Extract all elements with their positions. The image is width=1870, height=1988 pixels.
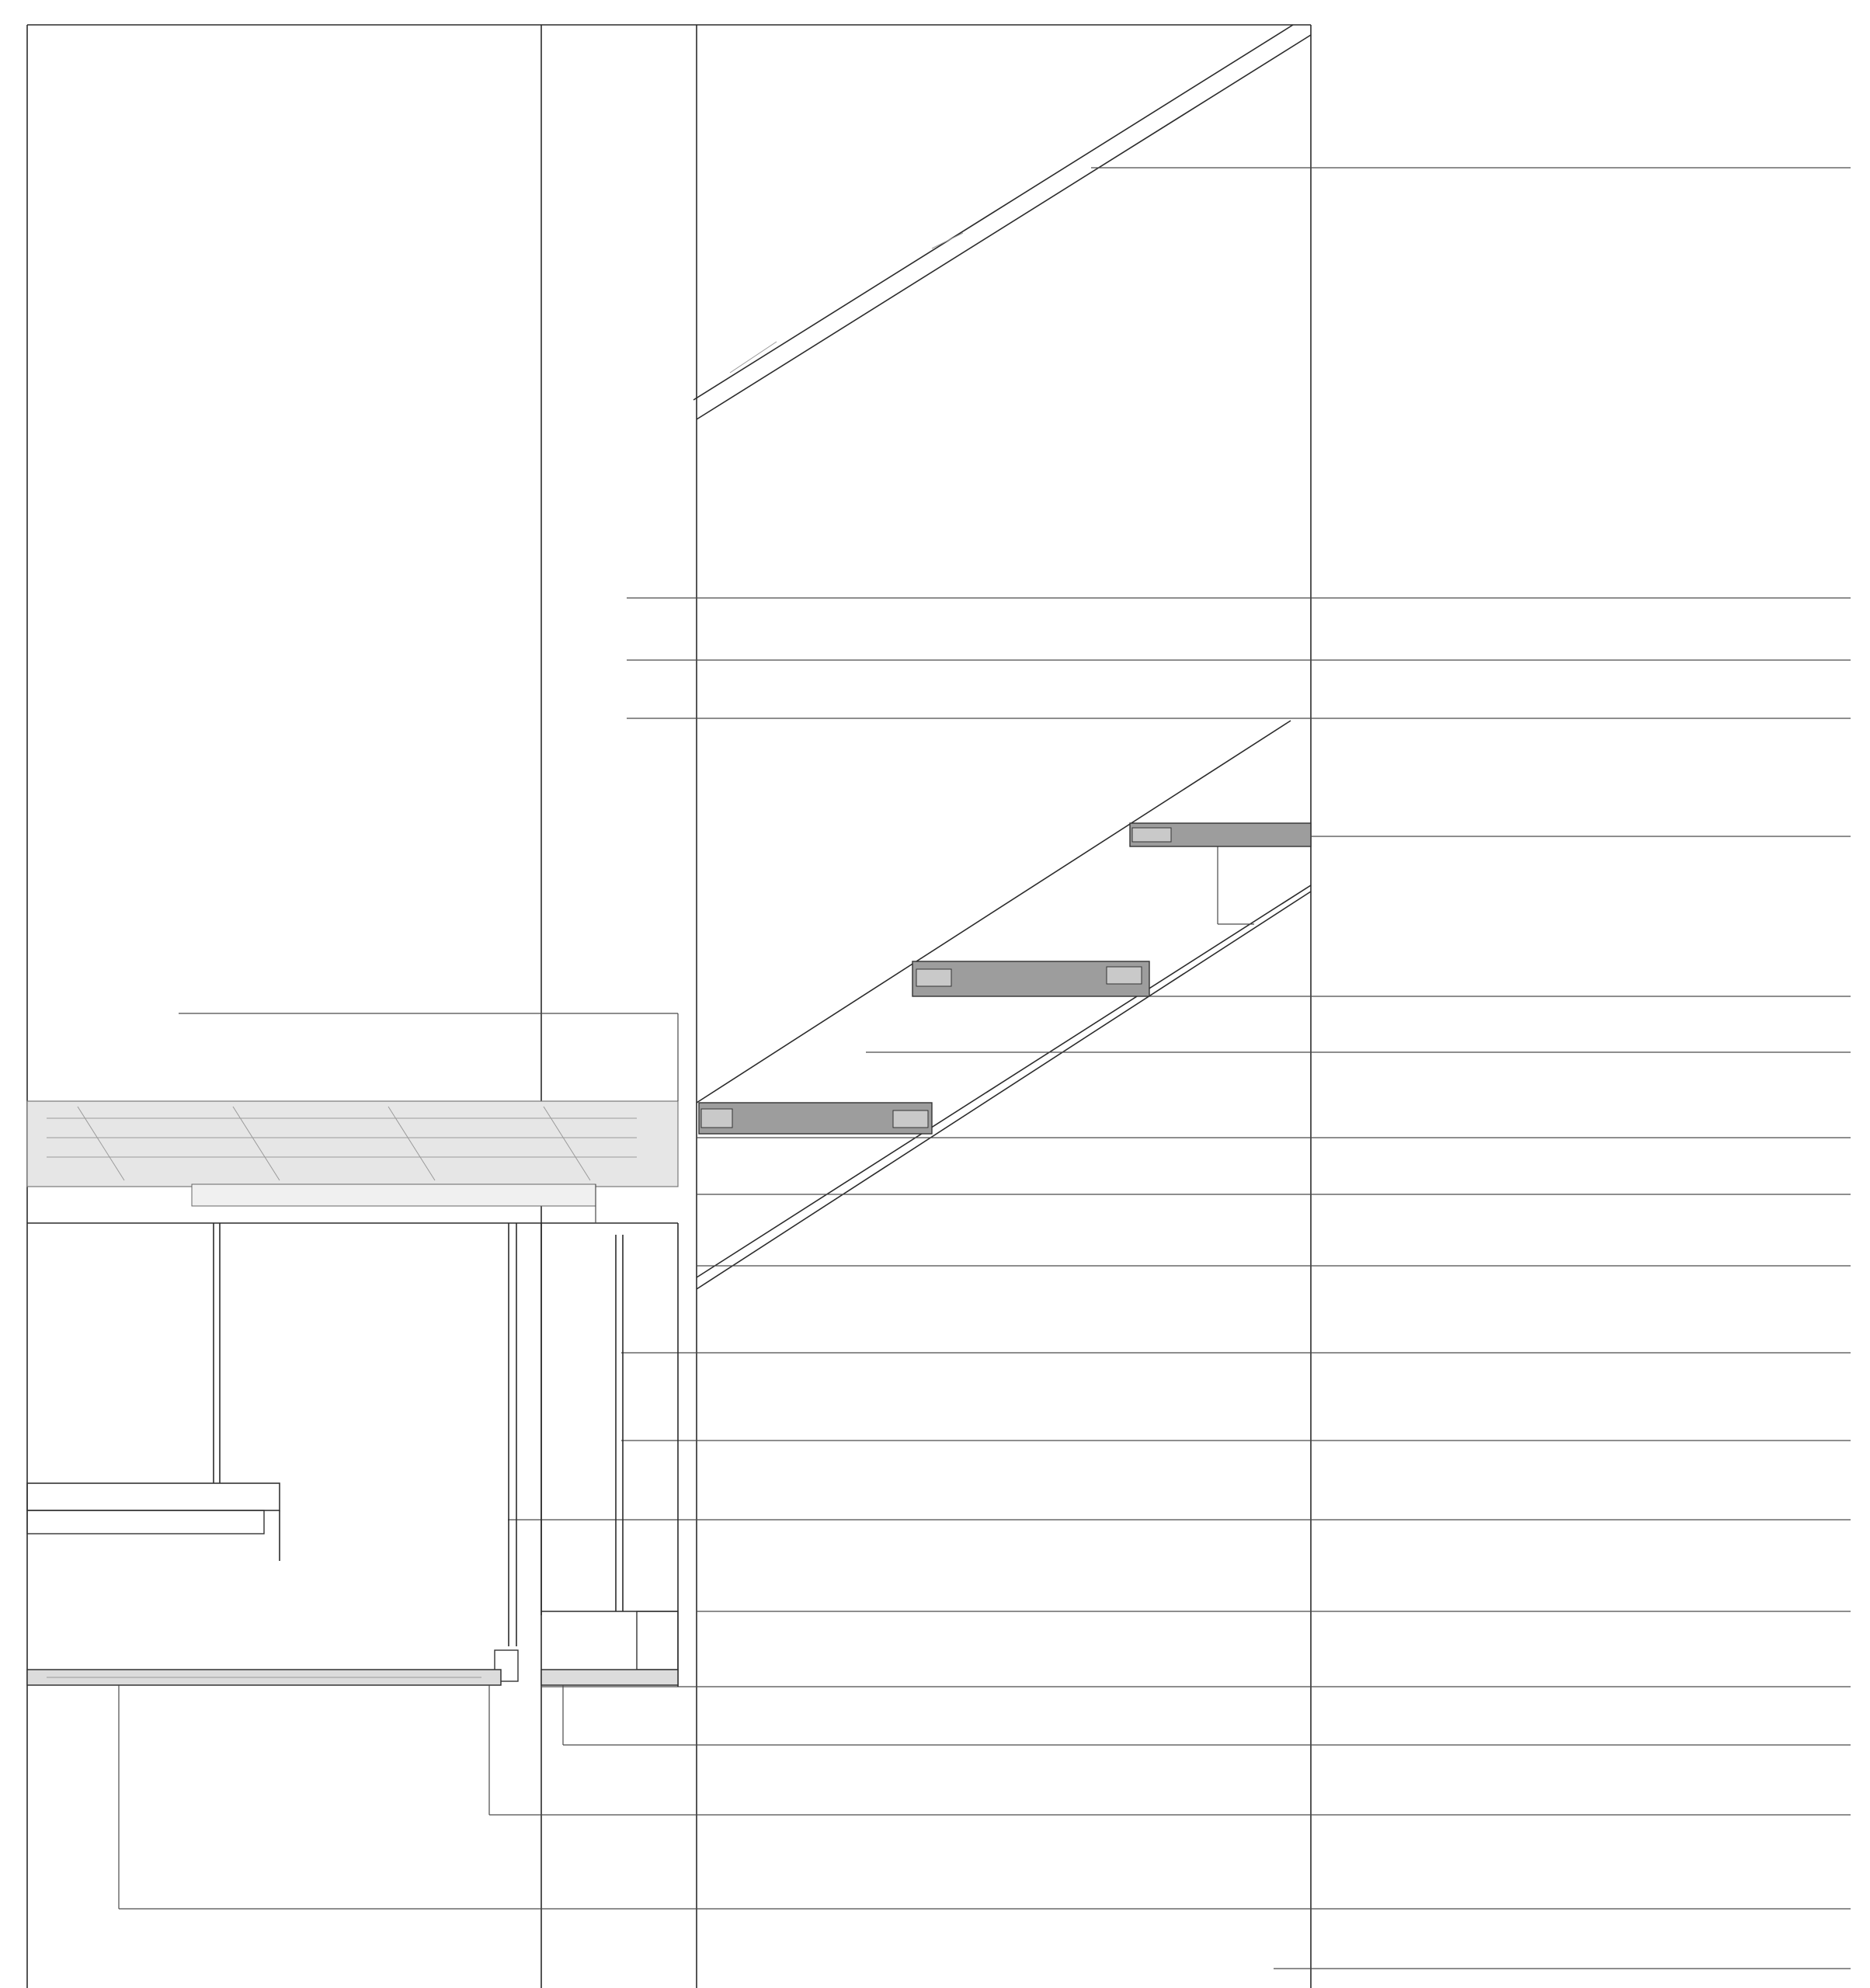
- stair-treads: [699, 823, 1311, 1134]
- lower-stair-stringers: [697, 721, 1311, 1289]
- upper-inclined-stringer: [693, 25, 1311, 419]
- floor-slab-section: [27, 1013, 678, 1223]
- middle-leader-lines: [119, 836, 1851, 1969]
- frame-lines: [27, 25, 1311, 1988]
- wall-structure: [27, 1223, 678, 1687]
- base-floor: [27, 1670, 678, 1909]
- upper-leader-lines: [627, 168, 1851, 718]
